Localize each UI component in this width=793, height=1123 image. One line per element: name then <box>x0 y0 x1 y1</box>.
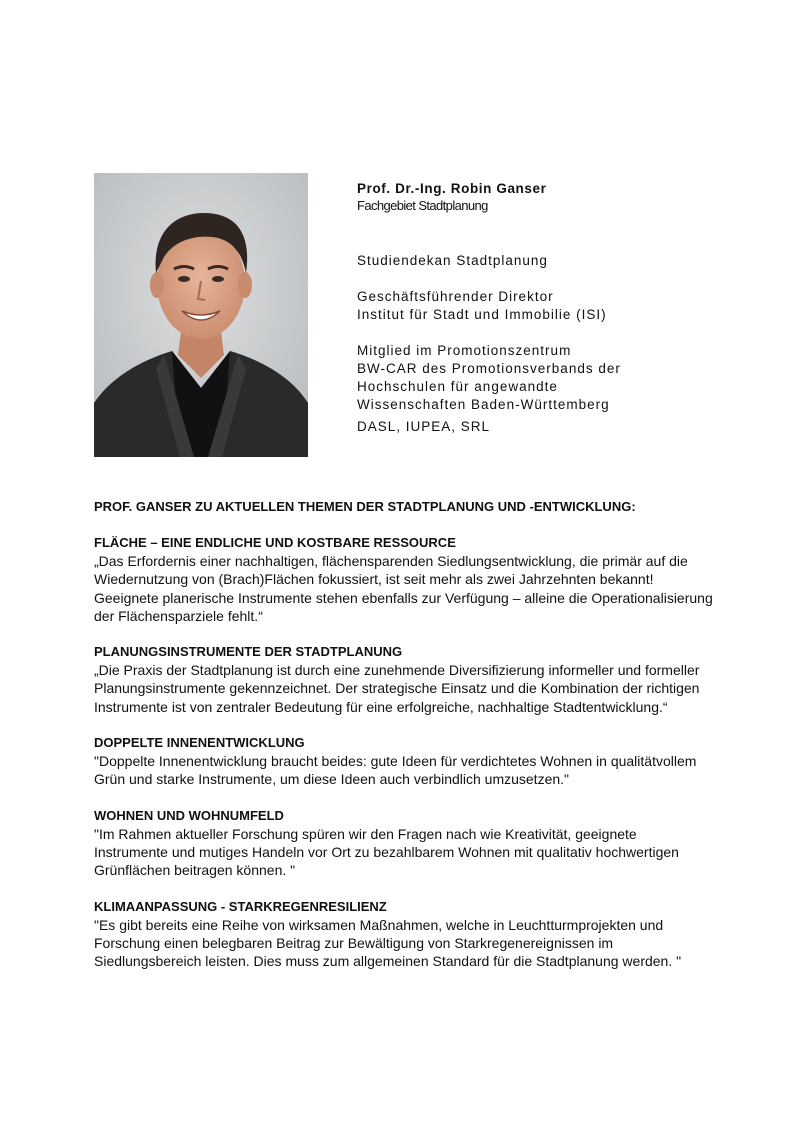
role-director-line: Geschäftsführender Direktor <box>357 289 554 304</box>
section-klimaanpassung <box>94 898 714 971</box>
role-director <box>357 288 757 324</box>
section-text: "Im Rahmen aktueller Forschung spüren wir den Fragen nach wie Kreativität, geeignete Instrumente und mutiges Handeln vor Ort zu bezahlbarem Wohnen mit qualitativ hochwertigen Grünflächen beitragen können. " <box>94 825 679 879</box>
portrait-illustration <box>94 173 308 457</box>
section-innenentwicklung <box>94 734 714 789</box>
main-title: PROF. GANSER ZU AKTUELLEN THEMEN DER STADTPLANUNG UND -ENTWICKLUNG: <box>94 499 636 514</box>
portrait-photo <box>94 173 308 457</box>
section-wohnen <box>94 807 714 880</box>
role-member-line: Wissenschaften Baden-Württemberg <box>357 397 610 412</box>
section-title: KLIMAANPASSUNG - STARKREGENRESILIENZ <box>94 898 387 914</box>
section-title: FLÄCHE – EINE ENDLICHE UND KOSTBARE RESSOURCE <box>94 535 456 550</box>
profile-block <box>357 180 757 436</box>
section-flaeche <box>94 534 714 625</box>
memberships: DASL, IUPEA, SRL <box>357 419 491 434</box>
section-title: DOPPELTE INNENENTWICKLUNG <box>94 735 305 751</box>
section-text: „Das Erfordernis einer nachhaltigen, flächensparenden Siedlungsentwicklung, die primär auf die Wiedernutzung von (Brach)Flächen fokussiert, ist seit mehr als zwei Jahrzehnten bekannt! Geeignete planerische Instrumente stehen ebenfalls zur Verfügung – alleine die Operationalisierung der Flächensparziele fehlt.“ <box>94 553 713 624</box>
department: Fachgebiet Stadtplanung <box>357 198 488 213</box>
section-text: "Es gibt bereits eine Reihe von wirksamen Maßnahmen, welche in Leuchtturmprojekten und Forschung einen belegbaren Beitrag zur Bewältigung von Starkregenereignissen im Siedlungsbereich leisten. Dies muss zum allgemeinen Standard für die Stadtplanung werden. " <box>94 916 682 970</box>
role-member-line: BW-CAR des Promotionsverbands der <box>357 361 621 376</box>
section-text: „Die Praxis der Stadtplanung ist durch eine zunehmende Diversifizierung informeller und formeller Planungsinstrumente gekennzeichnet. Der strategische Einsatz und die Kombination der richtigen Instrumente ist von zentraler Bedeutung für eine erfolgreiche, nachhaltige Stadtentwicklung.“ <box>94 662 700 715</box>
role-member <box>357 342 757 414</box>
section-title: PLANUNGSINSTRUMENTE DER STADTPLANUNG <box>94 644 403 660</box>
role-study-dean: Studiendekan Stadtplanung <box>357 253 548 268</box>
role-member-line: Hochschulen für angewandte <box>357 379 558 394</box>
section-title: WOHNEN UND WOHNUMFELD <box>94 807 284 823</box>
section-text: "Doppelte Innenentwicklung braucht beides: gute Ideen für verdichtetes Wohnen in qualitätvollem Grün und starke Instrumente, um diese Ideen auch verbindlich umzusetzen." <box>94 753 697 788</box>
main-content <box>94 498 714 970</box>
person-name: Prof. Dr.-Ing. Robin Ganser <box>357 181 547 196</box>
section-planungsinstrumente <box>94 643 714 716</box>
role-director-line: Institut für Stadt und Immobilie (ISI) <box>357 307 607 322</box>
role-member-line: Mitglied im Promotionszentrum <box>357 343 572 358</box>
